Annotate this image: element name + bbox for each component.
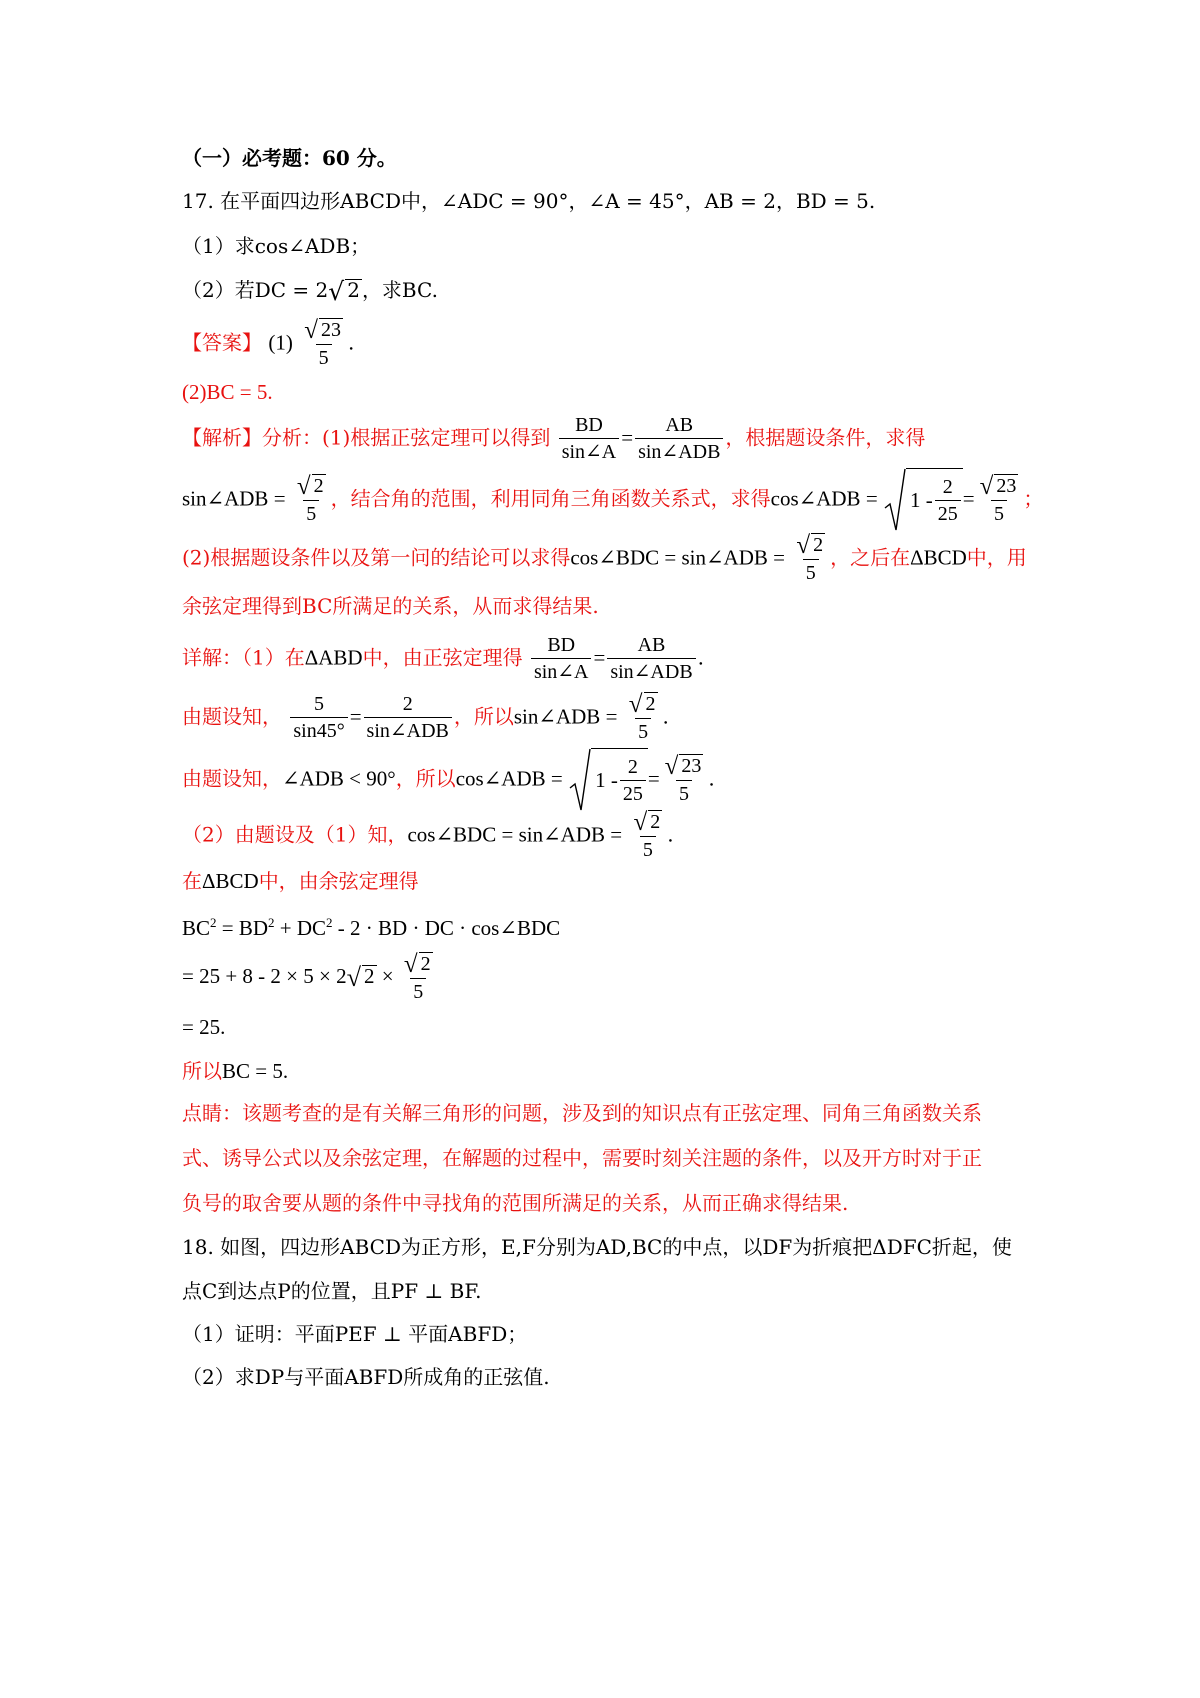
- answer-line2: (2)BC = 5.: [182, 380, 273, 404]
- fraction: √ 2 5: [796, 532, 824, 584]
- sqrt-expression: 1 - $\frac{2}{25}$: [884, 468, 963, 532]
- sqrt-expression: √ 2: [328, 277, 360, 306]
- fraction: √ 2 5: [633, 809, 661, 861]
- q18-part2: （2）求DP与平面ABFD所成角的正弦值.: [182, 1365, 550, 1389]
- q17-stem: [182, 191, 875, 211]
- fraction: $\frac{2}{\text{sin∠ADB}}$: [364, 693, 452, 743]
- section-heading: （一）必考题：60 分。: [182, 146, 397, 170]
- equation-line1: $BC^2 = BD^2 + DC^2 - 2$ · BD · DC · cos∠BDC: [182, 915, 561, 940]
- fraction: √ 2 5: [403, 951, 431, 1003]
- q18-part1: （1）证明：平面PEF ⊥ 平面ABFD；: [182, 1322, 528, 1346]
- analysis-line4: 余弦定理得到BC所满足的关系，从而求得结果.: [182, 594, 599, 618]
- sqrt-expression: √ 2: [346, 962, 375, 992]
- analysis-line2: sin∠ADB = √ 2 5 ，结合角的范围，利用同角三角函数关系式，求得cos∠ADB = 1 - $\frac{2}{25}$ = √ 23 5 ；: [182, 468, 1043, 532]
- analysis-line1: 【解析】分析：(1)根据正弦定理可以得到 $\frac{BD}{\sin\angle A}$ = $\frac{AB}{\text{sin∠ADB}}$ ，根据题设条件，求得: [182, 414, 926, 463]
- sqrt-expression: 1 - $\frac{2}{25}$: [569, 748, 648, 812]
- q18-stem-line2: 点C到达点P的位置，且PF ⊥ BF.: [182, 1279, 482, 1303]
- fraction: $\frac{AB}{\text{sin∠ADB}}$: [635, 414, 723, 464]
- detail-line4: （2）由题设及（1）知，cos∠BDC = sin∠ADB = √ 2 5 .: [182, 809, 674, 861]
- detail-line1: 详解：（1）在ΔABD中，由正弦定理得 $\frac{BD}{\sin\angle A}$ = $\frac{AB}{\text{sin∠ADB}}$ .: [182, 634, 705, 683]
- q17-part1: （1）求cos∠ADB；: [182, 234, 371, 258]
- comment-line1: 点睛：该题考查的是有关解三角形的问题，涉及到的知识点有正弦定理、同角三角函数关系: [182, 1101, 982, 1125]
- detail-line2: 由题设知， $\frac{5}{\sin 45^\circ}$ = $\frac{2}{\text{sin∠ADB}}$ ，所以sin∠ADB = √ 2 5 .: [182, 691, 669, 743]
- detail-conclusion: 所以BC = 5.: [182, 1059, 289, 1083]
- analysis-tag: 【解析】: [182, 425, 262, 450]
- answer-tag: 【答案】: [182, 330, 262, 355]
- equation-line3: = 25.: [182, 1015, 226, 1039]
- fraction: √ 23 5: [664, 753, 702, 805]
- q17-number: 17.: [182, 189, 214, 213]
- detail-line3: 由题设知，∠ADB < 90°，所以cos∠ADB = 1 - $\frac{2}{25}$ = √ 23 5 .: [182, 748, 715, 812]
- analysis-line3: (2)根据题设条件以及第一问的结论可以求得cos∠BDC = sin∠ADB = √ 2 5 ，之后在ΔBCD中，用: [182, 532, 1027, 584]
- q17-stem-text: 在平面四边形ABCD中，∠ADC = 90°，∠A = 45°，AB = 2，BD = 5.: [220, 189, 876, 213]
- fraction: √ 2 5: [296, 473, 324, 525]
- q17-part2: （2）若DC = 2 √ 2 ，求BC.: [182, 277, 438, 306]
- detail-line5: 在ΔBCD中，由余弦定理得: [182, 869, 419, 893]
- equation-line2: = 25 + 8 - 2 × 5 × 2 √ 2 × √ 2 5: [182, 952, 438, 1004]
- comment-line3: 负号的取舍要从题的条件中寻找角的范围所满足的关系，从而正确求得结果.: [182, 1191, 849, 1215]
- fraction: √ 23 5: [304, 317, 341, 369]
- fraction: $\frac{AB}{\text{sin∠ADB}}$: [607, 634, 695, 684]
- fraction: $\frac{BD}{\sin\angle A}$: [559, 414, 620, 464]
- fraction: $\frac{5}{\sin 45^\circ}$: [290, 693, 347, 743]
- fraction: √ 23 5: [979, 473, 1017, 525]
- comment-line2: 式、诱导公式以及余弦定理，在解题的过程中，需要时刻关注题的条件，以及开方时对于正: [182, 1146, 982, 1170]
- answer-line1: 【答案】 (1) √ 23 5 .: [182, 317, 355, 369]
- q18-stem-line1: 18. 如图，四边形ABCD为正方形，E,F分别为AD,BC的中点，以DF为折痕把ΔDFC折起，使: [182, 1235, 1012, 1259]
- fraction: $\frac{BD}{\sin\angle A}$: [531, 634, 592, 684]
- fraction: √ 2 5: [628, 691, 656, 743]
